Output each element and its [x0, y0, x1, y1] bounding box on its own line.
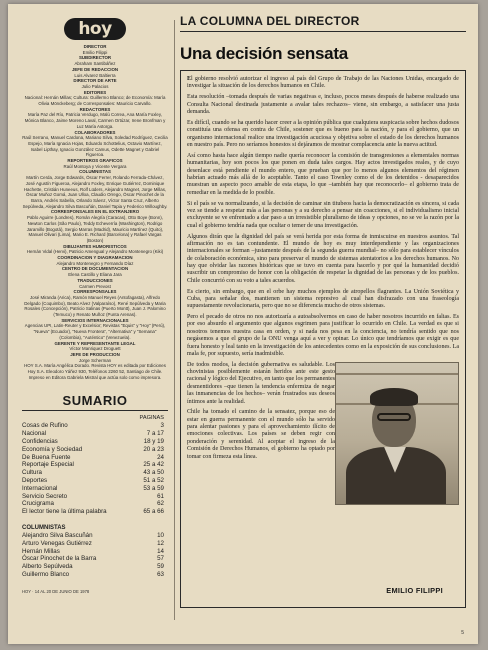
columnist-entry-page: 10 [157, 532, 164, 540]
staff-role: GERENTE Y REPRESENTANTE LEGAL [54, 340, 136, 346]
table-of-contents [22, 422, 168, 516]
staff-names: Hernán Vidal (Hervi), Patricio Amengual y Alejandro Montenegro (Kiki) [26, 249, 164, 255]
magazine-logo: hoy [64, 18, 126, 40]
toc-entry-label: Internacional [22, 484, 58, 492]
closing-text [187, 362, 335, 461]
editorial-paragraph: El gobierno resolvió autorizar el ingreso al país del Grupo de Trabajo de las Naciones Unidas, encargado de investigar la situación de los derechos humanos en Chile. [187, 76, 459, 90]
toc-entry-page: 24 [157, 453, 164, 461]
columnist-entry [22, 571, 168, 579]
columnists-title: COLUMNISTAS [22, 525, 66, 532]
staff-role: JEFE DE REDACCION [71, 66, 119, 72]
staff-role: SUBDIRECTOR [78, 55, 112, 61]
staff-role: COLUMNISTAS [79, 169, 111, 175]
staff-role: DIRECTOR [83, 44, 107, 49]
toc-entry-label: Reportaje Especial [22, 461, 74, 469]
staff-role: COORDINACION Y DIAGRAMACION [57, 255, 133, 261]
toc-entry-page: 62 [157, 500, 164, 508]
columnist-entry-label: Óscar Pinochet de la Barra [22, 555, 97, 563]
staff-role: JEFE DE PRODUCCION [70, 351, 120, 357]
staff-names: Alejandro Montenegro y Fernando Díaz [56, 260, 134, 266]
toc-entry [22, 422, 168, 430]
toc-entry-label: Cosas de Rufino [22, 422, 68, 430]
portrait-glasses [377, 413, 411, 421]
editorial-headline: Una decisión sensata [180, 44, 348, 63]
staff-role: REDACTORES [79, 106, 111, 112]
author-signature: EMILIO FILIPPI [386, 586, 443, 595]
staff-role: CORRESPONSALES EN EL EXTRANJERO [50, 209, 140, 215]
staff-role: COLABORADORES [74, 129, 116, 135]
staff-role: TRADUCCIONES [77, 277, 113, 283]
toc-entry [22, 454, 168, 462]
editorial-frame [180, 70, 466, 608]
staff-role: DIBUJANTES HUMORISTICOS [63, 243, 127, 249]
staff-names: Jorge Scherman [78, 357, 112, 363]
staff-credits [22, 44, 168, 380]
toc-entry [22, 446, 168, 454]
pages-header: PAGINAS [139, 415, 164, 422]
toc-entry-label: El lector tiene la última palabra [22, 508, 107, 516]
editorial-paragraph: Chile ha tomado el camino de la sensatez, porque eso de estar en guerra permanente con el mundo sólo ha servido para alentar pasiones y para el aprovechamiento ilícito de emociones colectivas. Los países se deben regir con ponderación y serenidad. Al aceptar el ingreso de la Comisión de Derechos Humanos, el gobierno ha optado por tomar con firmeza esta línea. [187, 409, 335, 460]
editorial-paragraph: Si el país se va normalizando, si la decisión de caminar sin titubeos hacia la democratización es sincera, si cada vez se tiende a respetar más a las personas y a su derecho a pensar sin coacciones, si el individualismo inicial excluyente se ve enfrentado a dar paso a un irresistible pluralismo de ideas y opciones, no se ve la razón por la cual el gobierno tendría nada que ocultar o temer de una investigación. [187, 200, 459, 229]
toc-entry-label: Deportes [22, 477, 48, 485]
columnist-entry-label: Guillermo Blanco [22, 571, 70, 579]
columnist-entry-page: 59 [157, 563, 164, 571]
divider [22, 410, 168, 411]
masthead-column [22, 18, 168, 594]
staff-names: Raúl Montoya y Vicente Vergara [63, 163, 127, 169]
staff-role: SERVICIOS INTERNACIONALES [61, 317, 129, 323]
toc-entry [22, 469, 168, 477]
toc-entry [22, 508, 168, 516]
toc-entry-page: 7 a 17 [146, 430, 164, 438]
toc-entry-label: Cultura [22, 469, 42, 477]
issue-imprint: HOY · 14 AL 20 DE JUNIO DE 1978 [22, 588, 90, 594]
staff-names: María Paz del Río, Patricia Verdugo, Malú Correa, Ana María Foxley, Mónica Blanco, Jaime Moreno Laval, Carmen Ortúzar, Irene Bronfman y Luz María Astorga. [24, 112, 166, 129]
staff-role: EDITORES [83, 89, 107, 95]
columnist-entry [22, 540, 168, 548]
editorial-paragraph: Algunos dirán que la dignidad del país se verá herida por esta forma de inmiscuirse en nuestros asuntos. Tal afirmación no es tan contundente. El mundo de hoy es muy interdependiente y las organizaciones internacionales se forman –justamente después de la segunda guerra mundial– no sólo para establecer vínculos de colaboración económica, sino para preservar el mundo de sistemas atentatorios a los derechos humanos. No hay que olvidar las razones históricas que se tuvo en cuenta para hacerlo y por qué la humanidad decidió suscribir un compromiso de honor con la obligación de respetar la dignidad de las personas y de los pueblos. Chile concurrió con su voto a tales acuerdos. [187, 233, 459, 284]
toc-entry-page: 61 [157, 492, 164, 500]
bookshelf [336, 373, 458, 375]
toc-entry [22, 493, 168, 501]
staff-names: Julio Palacios [81, 83, 109, 89]
toc-entry-label: Economía y Sociedad [22, 445, 83, 453]
editorial-paragraph: Esta resolución –tomada después de varias negativas e, incluso, pocos meses después de haberse realizado una Consulta Nacional destinada justamente a avalar tales rechazos– viene, sin embargo, a satisfacer una justa demanda. [187, 94, 459, 115]
toc-entry-page: 43 a 50 [143, 469, 164, 477]
toc-entry-label: Confidencias [22, 438, 58, 446]
toc-entry [22, 477, 168, 485]
editorial-column [180, 14, 466, 608]
toc-entry [22, 485, 168, 493]
toc-entry-label: Crucigrama [22, 500, 54, 508]
closing-block [187, 362, 459, 461]
staff-names: Agencias UPI, Latin-Reuter y Excelsior; Revistas "Equis" y "Hoy" (Perú), "Nueva" (Ecuador), "Nueva Frontera", "Alternativa" y "Semana" (Colombia), "Auténtico" (Venezuela). [24, 323, 166, 340]
staff-names: Nacional: Hernán Millas; Cultura: Guillermo Blanco; de Economía: María Olivia Mönckeberg; de Corresponsales: Mauricio Carvallo. [24, 95, 166, 107]
author-portrait-photo [335, 362, 459, 505]
magazine-page [8, 4, 478, 644]
toc-entry-page: 20 a 23 [143, 445, 164, 453]
editorial-paragraph: Pero el pecado de otros no nos autorizaría a autoabsolvernos en caso de haber nosotros incurrido en faltas. Es por eso absurdo el argumento que algunos esgrimen para justificar lo ocurrido en Chile. La verdad es que si nosotros tenemos nuestra casa en orden, y si nada nos pesa en la conciencia, no tendría sentido que nos negásemos a que el grupo de la ONU venga aquí a ver y opinar. Lo único que tendríamos que exigir es que fuera honesto y leal tanto en la investigación de los antecedentes como en la exposición de sus conclusiones. La mala fe, por supuesto, sería inadmisible. [187, 314, 459, 357]
columnist-entry-page: 57 [157, 555, 164, 563]
toc-entry [22, 430, 168, 438]
toc-entry-page: 25 a 42 [143, 461, 164, 469]
staff-names: Raúl Serrano, Manuel Cardona, Mariano Silva, Soledad Rodríguez, Cecilia Espejo, María Ignacia Hojas, Eduardo Schottelius, Octavio Martínez, Isabel Lipthay, Ignacio González Camus, Odette Magnet y Gabriel Figueroa. [22, 135, 168, 158]
toc-entry-label: Servicio Secreto [22, 492, 68, 500]
editorial-paragraph: De todos modos, la decisión gubernativa es saludable. Los chovinistas posiblemente estarán heridos ante este gesto racional y lógico del Ejecutivo, en tanto que los permanentes desmentidores –que tienen la tendencia enfermiza de negar las inmanencias de los hechos– verán frustrados sus deseos íntimos ante la realidad. [187, 361, 335, 405]
columnist-entry-label: Arturo Venegas Gutiérrez [22, 539, 92, 547]
editorial-paragraph: Es difícil, cuando se ha querido hacer creer a la opinión pública que cualquiera suspicacia sobre hechos dudosos constituía una ofensa en contra de Chile, sostener que es bueno para la nación, y para el gobierno, que un organismo internacional realice una investigación acuciosa y objetiva sobre el estado de los derechos humanos en nuestro país. Pero no seríamos honestos si dejáramos de mostrar complacencia ante la nueva actitud. [187, 119, 459, 148]
toc-entry [22, 500, 168, 508]
staff-names: Carmen Prevost [79, 283, 111, 289]
toc-entry-page: 3 [160, 422, 164, 430]
columnist-entry-page: 14 [157, 547, 164, 555]
staff-role: CORRESPONSALES [73, 289, 117, 295]
toc-entry-page: 51 a 52 [143, 477, 164, 485]
staff-names: Víctor Manriquez Droguett [69, 346, 121, 352]
staff-names: Emilio Filippi [82, 49, 108, 55]
columnist-entry-label: Alejandro Silva Bascuñán [22, 532, 93, 540]
staff-names: Pablo Aguirre (Londres), Román Alegría (Caracas), Otto Boye (Bonn), Newton Carlos (São Paulo), Teddy Echeverría (Washington), Rodrigo Jaramillo (Bogotá), Sergio Marras (Madrid), Mauricio Martínez (Quito), Manuel Olivari (Lima), Mario E. Richard (Barcelona) y Rafael Vargas (Boston) [26, 215, 164, 243]
staff-names: Luis Alvarez Baltierra [74, 72, 116, 78]
staff-names: Elena Castillo y Eliana Jara [68, 272, 122, 278]
staff-names: José Miranda (Arica), Ramón Manuel Reyes (Antofagasta), Alfredo Delgado (Coquimbo), Beato Alvez (Valparaíso), René Sepúlveda y Maria Rosales (Concepción), Patricio Salinas (Puerto Montt), Juan J. Palomino (Temuco) y Renato Muñoz (Punta Arenas). [24, 294, 166, 318]
staff-names: HOY S.A. María Angélica Dorado. Revista HOY es editada por Ediciones Hoy S.A. Eleodoro Yáñez 930, Teléfonos 2260 52, Santiago de Chile. Impreso en Editora Gabriela Mistral que actúa solo como impresora. [24, 363, 166, 380]
editorial-body [187, 76, 459, 358]
staff-names: Abraham Santibáñez [74, 61, 116, 67]
staff-role: REPORTEROS GRAFICOS [67, 158, 123, 164]
columnist-entry [22, 532, 168, 540]
column-divider [174, 20, 175, 620]
columnist-entry [22, 555, 168, 563]
toc-entry-page: 65 a 66 [143, 508, 164, 516]
toc-entry-label: Nacional [22, 430, 47, 438]
toc-entry [22, 438, 168, 446]
toc-entry-label: De Buena Fuente [22, 453, 71, 461]
toc-entry [22, 461, 168, 469]
toc-entry-page: 18 y 19 [143, 438, 164, 446]
columnist-entry [22, 563, 168, 571]
staff-role: CENTRO DE DOCUMENTACION [61, 266, 129, 272]
columnist-entry-label: Hernán Millas [22, 547, 60, 555]
columnist-entry-page: 12 [157, 539, 164, 547]
columnist-entry-page: 63 [157, 571, 164, 579]
staff-role: DIRECTOR DE ARTE [73, 78, 117, 84]
columnists-list [22, 532, 168, 579]
columnist-entry-label: Alberto Sepúlveda [22, 563, 73, 571]
page-number: 5 [461, 630, 464, 636]
columnist-entry [22, 548, 168, 556]
staff-names: Martín Cerda, Jorge Edwards, Óscar Ferrer, Rolando Ferrada-Chávez, José Agustín Figueroa, Alejandro Foxley, Enrique Gutiérrez, Dominique Hachette, Cristián Huneeus, Rolf Lüders, Alejandro Magnet, Jorge Millas, Óscar Muñoz Gomá, Juan Ulloa, Claudio Orrego, Óscar Pinochet de la Barra, Andrés Sabella, Orlando Sáenz, Víctor Santa Cruz, Alberto Sepúlveda, Alejandro Silva Bascuñán, Daniel Tapia y Federico Willoughby. [22, 175, 168, 209]
section-title: LA COLUMNA DEL DIRECTOR [180, 14, 466, 32]
portrait-hair [370, 388, 418, 406]
toc-entry-page: 53 a 59 [143, 484, 164, 492]
sumario-title: SUMARIO [62, 393, 128, 409]
editorial-paragraph: Así como hasta hace algún tiempo nadie quería reconocer la comisión de transgresiones a elementales normas humanitarias, hoy son pocos los que ponen en duda tales cargos. Hay actos investigados reales, y de cuyo desenlace está pendiente el mundo entero, que prueban que por lo menos algunos elementos del régimen habrían actuado más allá de lo aceptable. Tanto el caso Townley como el de los detenidos - desaparecidos muestran un aspecto poco amable de esta etapa, lo que –también hay que reconocerlo– el gobierno trata de remediar en la medida de lo posible. [187, 152, 459, 196]
editorial-paragraph: Es cierto, sin embargo, que en el orbe hay muchos ejemplos de atropellos flagrantes. La Unión Soviética y Cuba, para señalar dos, mantienen un sistema represivo al cual han disfrazado con una fraseología supuestamente revolucionaria, pero que no se diferencia mucho de otros sistemas. [187, 288, 459, 310]
